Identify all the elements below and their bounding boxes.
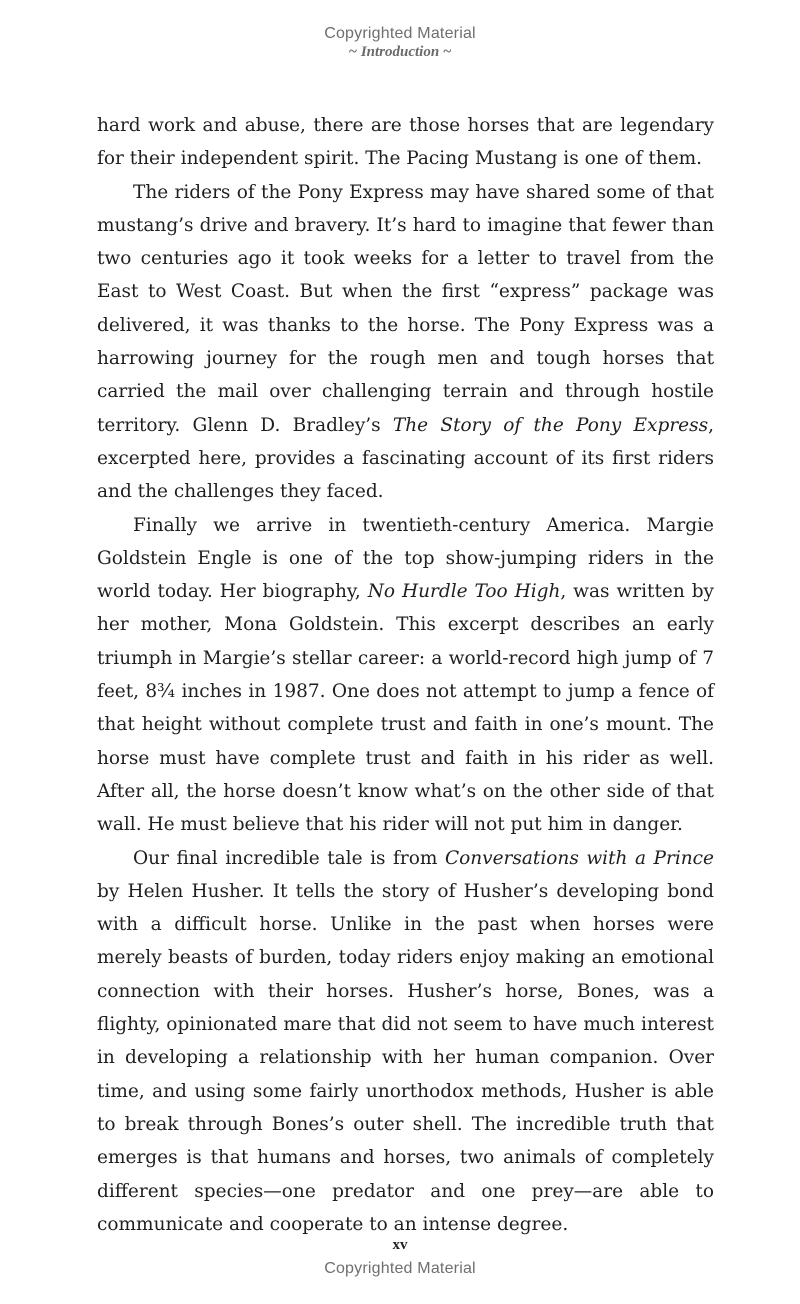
paragraph-1: hard work and abuse, there are those horses that are legendary for their independent spirit. The Pacing Mustang is one of them. [97,115,714,170]
paragraph-2-text-b: , excerpted here, provides a fascinating account of its first riders and the challenges they faced. [97,414,714,503]
page-number: xv [392,1237,408,1253]
paragraph-4-text-b: by Helen Husher. It tells the story of Husher’s developing bond with a difficult horse. Unlike in the past when horses were merely beasts of burden, today riders enjoy making an emotional connection with their horses. Husher’s horse, Bones, was a flighty, opinionated mare that did not seem to have much interest in developing a relationship with her human companion. Over time, and using some fairly unorthodox methods, Husher is able to break through Bones’s outer shell. The incredible truth that emerges is that humans and horses, two animals of completely different species—one predator and one prey—are able to communicate and cooperate to an intense degree. [97,880,714,1235]
paragraph-2-text-a: The riders of the Pony Express may have shared some of that mustang’s drive and bravery. It’s hard to imagine that fewer than two centuries ago it took weeks for a letter to travel from the East to West Coast. But when the first “express” package was delivered, it was thanks to the horse. The Pony Express was a harrowing journey for the rough men and tough horses that carried the mail over challenging terrain and through hostile territory. Glenn D. Bradley’s [97,181,714,436]
paragraph-3-text-b: , was written by her mother, Mona Goldstein. This excerpt describes an early triumph in Margie’s stellar career: a world-record high jump of 7 feet, 8¾ inches in 1987. One does not attempt to jump a fence of that height without complete trust and faith in one’s mount. The horse must have complete trust and faith in his rider as well. After all, the horse doesn’t know what’s on the other side of that wall. He must believe that his rider will not put him in danger. [97,581,714,836]
paragraph-4-text-a: Our final incredible tale is from [133,847,445,869]
body-text [97,109,714,1241]
paragraph-4 [97,842,714,1242]
copyright-watermark-top: Copyrighted Material [324,25,476,42]
book-title-pony-express: The Story of the Pony Express [392,414,709,436]
running-head: ~ Introduction ~ [348,44,452,60]
paragraph-2 [97,176,714,509]
paragraph-3 [97,509,714,842]
book-title-conversations: Conversations with a Prince [444,847,714,869]
paragraph-3-text-a: Finally we arrive in twentieth-century America. Margie Goldstein Engle is one of the top show-jumping riders in the world today. Her biography, [97,514,714,603]
book-title-no-hurdle: No Hurdle Too High [367,581,561,603]
copyright-watermark-bottom: Copyrighted Material [324,1260,476,1277]
